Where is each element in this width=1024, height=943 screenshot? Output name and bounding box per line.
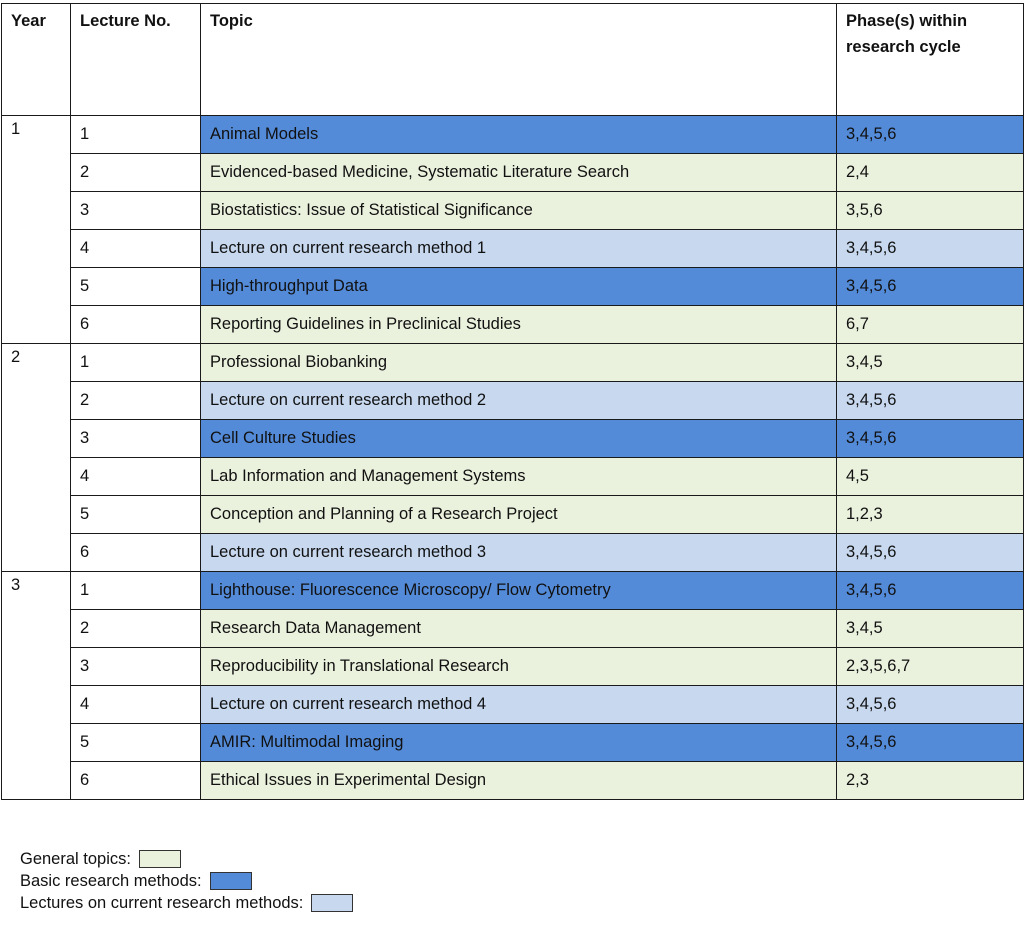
topic-cell: Lecture on current research method 3	[201, 534, 837, 572]
table-row	[2, 534, 1024, 572]
table-row	[2, 762, 1024, 800]
table-row	[2, 572, 1024, 610]
year-cell: 1	[2, 116, 71, 344]
phases-cell: 3,4,5	[837, 344, 1024, 382]
topic-cell: Lecture on current research method 2	[201, 382, 837, 420]
lecture-number-cell: 2	[71, 154, 201, 192]
topic-cell: High-throughput Data	[201, 268, 837, 306]
topic-cell: Lighthouse: Fluorescence Microscopy/ Flow Cytometry	[201, 572, 837, 610]
table-row	[2, 610, 1024, 648]
legend-label: General topics:	[20, 850, 131, 868]
topic-cell: Animal Models	[201, 116, 837, 154]
topic-cell: AMIR: Multimodal Imaging	[201, 724, 837, 762]
table-row	[2, 648, 1024, 686]
table-row	[2, 458, 1024, 496]
phases-cell: 3,4,5	[837, 610, 1024, 648]
phases-cell: 3,4,5,6	[837, 268, 1024, 306]
lecture-number-cell: 5	[71, 268, 201, 306]
lecture-number-cell: 4	[71, 458, 201, 496]
lecture-number-cell: 3	[71, 420, 201, 458]
topic-cell: Ethical Issues in Experimental Design	[201, 762, 837, 800]
phases-cell: 3,4,5,6	[837, 420, 1024, 458]
lecture-number-cell: 1	[71, 344, 201, 382]
header-phases: Phase(s) within research cycle	[837, 4, 1024, 116]
legend-label: Lectures on current research methods:	[20, 894, 304, 912]
lecture-number-cell: 1	[71, 116, 201, 154]
lecture-number-cell: 2	[71, 382, 201, 420]
lecture-number-cell: 3	[71, 648, 201, 686]
phases-cell: 4,5	[837, 458, 1024, 496]
table-row	[2, 496, 1024, 534]
legend-item-current	[20, 892, 353, 914]
legend-item-basic	[20, 870, 353, 892]
lecture-number-cell: 6	[71, 306, 201, 344]
topic-cell: Evidenced-based Medicine, Systematic Literature Search	[201, 154, 837, 192]
lecture-number-cell: 1	[71, 572, 201, 610]
header-topic: Topic	[201, 4, 837, 116]
lecture-number-cell: 6	[71, 762, 201, 800]
lecture-number-cell: 5	[71, 496, 201, 534]
table-row	[2, 230, 1024, 268]
legend-swatch-basic	[210, 872, 252, 890]
phases-cell: 6,7	[837, 306, 1024, 344]
topic-cell: Lab Information and Management Systems	[201, 458, 837, 496]
table-row	[2, 382, 1024, 420]
topic-cell: Cell Culture Studies	[201, 420, 837, 458]
phases-cell: 3,4,5,6	[837, 382, 1024, 420]
legend-item-general	[20, 848, 353, 870]
topic-cell: Reporting Guidelines in Preclinical Studies	[201, 306, 837, 344]
phases-cell: 2,3,5,6,7	[837, 648, 1024, 686]
topic-cell: Professional Biobanking	[201, 344, 837, 382]
table-header	[2, 4, 1024, 116]
phases-cell: 3,4,5,6	[837, 230, 1024, 268]
table-body	[2, 116, 1024, 800]
legend-swatch-general	[139, 850, 181, 868]
topic-cell: Conception and Planning of a Research Project	[201, 496, 837, 534]
lecture-number-cell: 5	[71, 724, 201, 762]
year-cell: 2	[2, 344, 71, 572]
topic-cell: Research Data Management	[201, 610, 837, 648]
color-legend	[20, 848, 353, 914]
phases-cell: 2,4	[837, 154, 1024, 192]
table-row	[2, 420, 1024, 458]
header-row	[2, 4, 1024, 116]
table-row	[2, 192, 1024, 230]
phases-cell: 3,4,5,6	[837, 572, 1024, 610]
table-row	[2, 154, 1024, 192]
topic-cell: Lecture on current research method 4	[201, 686, 837, 724]
phases-cell: 1,2,3	[837, 496, 1024, 534]
table-row	[2, 268, 1024, 306]
table-row	[2, 306, 1024, 344]
phases-cell: 3,4,5,6	[837, 534, 1024, 572]
phases-cell: 3,4,5,6	[837, 686, 1024, 724]
lecture-number-cell: 6	[71, 534, 201, 572]
lecture-number-cell: 2	[71, 610, 201, 648]
phases-cell: 3,4,5,6	[837, 116, 1024, 154]
lecture-number-cell: 3	[71, 192, 201, 230]
lecture-number-cell: 4	[71, 686, 201, 724]
lecture-number-cell: 4	[71, 230, 201, 268]
year-cell: 3	[2, 572, 71, 800]
legend-swatch-current	[311, 894, 353, 912]
phases-cell: 2,3	[837, 762, 1024, 800]
lecture-schedule-table	[1, 3, 1024, 800]
phases-cell: 3,5,6	[837, 192, 1024, 230]
table-row	[2, 686, 1024, 724]
header-lecture-no: Lecture No.	[71, 4, 201, 116]
table-row	[2, 116, 1024, 154]
header-year: Year	[2, 4, 71, 116]
table-row	[2, 344, 1024, 382]
topic-cell: Biostatistics: Issue of Statistical Significance	[201, 192, 837, 230]
table-row	[2, 724, 1024, 762]
phases-cell: 3,4,5,6	[837, 724, 1024, 762]
topic-cell: Lecture on current research method 1	[201, 230, 837, 268]
legend-label: Basic research methods:	[20, 872, 202, 890]
topic-cell: Reproducibility in Translational Research	[201, 648, 837, 686]
